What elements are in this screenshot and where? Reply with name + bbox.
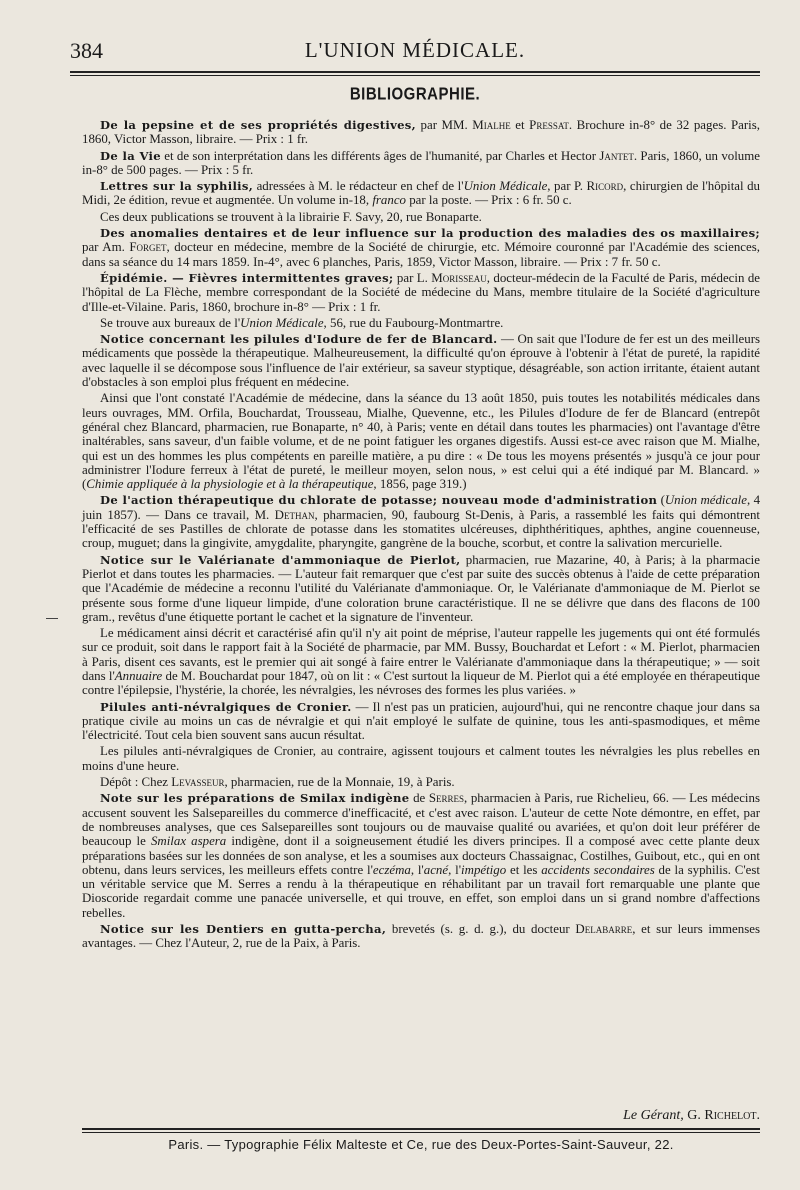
entry-text: brevetés (s. g. d. g.), du docteur xyxy=(386,922,576,937)
entry-heading: De l'action thérapeutique du chlorate de potasse; nouveau mode d'administration xyxy=(100,493,658,508)
author-name: Levasseur xyxy=(171,775,225,790)
italic-text: Smilax aspera xyxy=(150,834,227,849)
bibliography-entry xyxy=(82,391,760,491)
author-name: Dethan xyxy=(274,507,315,522)
margin-mark xyxy=(46,618,58,619)
bibliography-entry xyxy=(82,316,760,330)
entry-text: , l' xyxy=(448,862,462,877)
bibliography-entry xyxy=(82,922,760,951)
entry-text: de xyxy=(409,791,429,806)
entry-heading: De la Vie xyxy=(100,148,161,163)
entry-text: Le médicament ainsi décrit et caractérisé afin qu'il n'y ait point de méprise, l'auteur rappelle les jugements qui ont été formulés sur ce produit, soit dans le rapport fait à la Société de pharmacie, par MM. Bussy, Bouchardat et Lefort : « M. Pierlot, pharmacien à Paris, disent ces savants, est le premier qui ait songé à faire entrer le Valérianate d'ammoniaque dans la thérapeutique; » — soit dans l' xyxy=(82,626,760,683)
bibliography-body xyxy=(82,118,760,953)
entry-text: de la syphilis. C'est un véritable service que M. Serres a rendu à la thérapeutique en réhabilitant par un travail fort remarquable une plante que Dioscoride regardait comme une panacée universelle, et qui trouve, en effet, son emploi dans un si grand nombre d'affections rebelles. xyxy=(82,862,760,920)
entry-text: par la poste. — Prix : 6 fr. 50 c. xyxy=(405,193,572,208)
entry-text: , par P. xyxy=(547,179,587,194)
page-header xyxy=(70,36,760,68)
running-title: L'UNION MÉDICALE. xyxy=(304,38,526,62)
entry-text: Se trouve aux bureaux de l' xyxy=(100,315,241,330)
section-title: BIBLIOGRAPHIE. xyxy=(349,84,481,105)
entry-text: , l' xyxy=(410,862,424,877)
entry-heading: Notice sur les Dentiers en gutta-percha, xyxy=(100,922,387,937)
entry-text: Ces deux publications se trouvent à la librairie F. Savy, 20, rue Bonaparte. xyxy=(100,209,482,224)
bibliography-entry xyxy=(82,553,760,624)
entry-text: , 4 juin 1857). — Dans ce travail, M. xyxy=(82,493,761,522)
bibliography-entry xyxy=(82,332,760,389)
bibliography-entry xyxy=(82,493,760,550)
bibliography-entry xyxy=(82,744,760,773)
bibliography-entry xyxy=(82,210,760,224)
bibliography-entry xyxy=(82,179,760,208)
signature-name: G. Richelot. xyxy=(687,1108,760,1123)
entry-text: ( xyxy=(657,493,665,508)
author-name: Ricord xyxy=(586,179,624,194)
bibliography-entry xyxy=(82,149,760,178)
bibliography-entry xyxy=(82,791,760,920)
author-name: Forget xyxy=(129,240,167,255)
entry-text: Ainsi que l'ont constaté l'Académie de médecine, dans la séance du 13 août 1850, puis toutes les notabilités médicales dans leurs ouvrages, MM. Orfila, Bouchardat, Trousseau, Mialhe, Quevenne, etc., les Pilules d'Iodure de fer de Blancard (entrepôt général chez Blancard, pharmacien, rue Bonaparte, n° 40, à Paris; vente en détail dans toutes les pharmacies) ont l'avantage d'être inaltérables, sans saveur, d'un faible volume, et de ne point fatiguer les organes digestifs. Aussi est-ce avec raison que M. Mialhe, qui est un des hommes les plus compétents en pareille matière, a pu dire : « De tous les moyens présentés » jusqu'à ce jour pour administrer l'Iodure ferreux à l'état de pureté, le meilleur moyen, selon nous, » est celui qui a été indiqué par M. Blancard. » ( xyxy=(82,391,760,492)
bibliography-entry xyxy=(82,775,760,789)
entry-text: Dépôt : Chez xyxy=(100,775,172,790)
author-name: Morisseau xyxy=(431,270,487,285)
entry-text: et les xyxy=(506,862,542,877)
italic-text: acné xyxy=(423,862,449,877)
entry-text: adressées à M. le rédacteur en chef de l' xyxy=(253,179,464,194)
entry-heading: De la pepsine et de ses propriétés digestives, xyxy=(100,118,416,132)
page-number: 384 xyxy=(70,38,103,63)
entry-heading: Pilules anti-névralgiques de Cronier. xyxy=(100,699,352,714)
italic-text: Annuaire xyxy=(114,668,163,683)
entry-text: , chirurgien de l'hôpital du Midi, 2e édition, revue et augmentée. Un volume in-18, xyxy=(82,179,761,208)
entry-text: par Am. xyxy=(82,240,130,255)
entry-text: . Paris, 1860, un volume in-8° de 500 pages. — Prix : 5 fr. xyxy=(82,148,761,177)
bibliography-entry xyxy=(82,626,760,697)
entry-text: Les pilules anti-névralgiques de Cronier, au contraire, agissent toujours et calment toutes les névralgies les plus rebelles en moins d'une heure. xyxy=(82,744,760,773)
bibliography-entry xyxy=(82,700,760,743)
entry-text: par MM. xyxy=(415,118,473,132)
bibliography-entry xyxy=(82,226,760,269)
entry-heading: Des anomalies dentaires et de leur influence sur la production des maladies des os maxillaires; xyxy=(100,226,760,241)
entry-text: pharmacien, rue Mazarine, 40, à Paris; à la pharmacie Pierlot et dans toutes les pharmacies. — L'auteur fait remarquer que c'est par suite des succès obtenus à l'aide de cette préparation que l'Académie de médecine a reconnu l'utilité du Valérianate d'ammoniaque. Or, le Valérianate d'ammoniaque de M. Pierlot se présente sous forme d'une liqueur limpide, d'une coloration brune caractéristique. Il ne se délivre que dans des flacons de 100 gram., revêtus d'une étiquette portant le cachet et la signature de l'inventeur. xyxy=(82,552,760,624)
author-name: Delabarre xyxy=(575,922,633,937)
author-name: Jantet xyxy=(599,148,634,163)
footer-rule-thin xyxy=(82,1132,760,1133)
entry-text: par L. xyxy=(393,270,432,285)
italic-text: eczéma xyxy=(372,862,411,877)
header-rule xyxy=(70,71,760,73)
entry-heading: Note sur les préparations de Smilax indigène xyxy=(100,791,410,806)
author-name: Mialhe xyxy=(472,118,511,132)
bibliography-entry xyxy=(82,118,760,147)
entry-text: de M. Bouchardat pour 1847, où on lit : « C'est surtout la liqueur de M. Pierlot qui a été employée en thérapeutique contre l'épilepsie, l'hystérie, la chorée, les névralgies, les névroses des formes les plus variées. » xyxy=(82,668,760,698)
entry-text: et xyxy=(510,118,530,132)
italic-text: Union Médicale xyxy=(240,315,324,330)
entry-text: , docteur en médecine, membre de la Société de chirurgie, etc. Mémoire couronné par l'Académie des sciences, dans sa séance du 14 mars 1859. In-4°, avec 6 planches, Paris, 1859, Victor Masson, libraire. — Prix : 7 fr. 50 c. xyxy=(82,240,760,269)
entry-text: indigène, dont il a soigneusement étudié les divers principes. Il a composé avec cette plante deux préparations basées sur les données de son analyse, et les a soumises aux docteurs Chassaignac, Costilhes, Guibout, etc., qui en ont obtenu, dans leurs services, les meilleurs effets contre l' xyxy=(82,834,761,877)
italic-text: franco xyxy=(372,193,406,208)
entry-text: — On sait que l'Iodure de fer est un des meilleurs médicaments que possède la thérapeutique. Malheureusement, la difficulté qu'on éprouve à l'obtenir à l'état de pureté, la rapidité avec laquelle il se décompose sous l'influence de l'air extérieur, sa saveur styptique, désagréable, son action irritante, étaient autant d'obstacles à son emploi plus fréquent en médecine. xyxy=(82,332,761,390)
signature xyxy=(82,1108,760,1124)
author-name: Pressat xyxy=(529,118,569,132)
entry-text: , et sur leurs immenses avantages. — Chez l'Auteur, 2, rue de la Paix, à Paris. xyxy=(82,922,760,951)
entry-heading: Notice concernant les pilules d'Iodure de fer de Blancard. xyxy=(100,332,498,347)
entry-text: , pharmacien, 90, faubourg St-Denis, à Paris, a rassemblé les faits qui démontrent l'efficacité de ses Pastilles de chlorate de potasse dans les stomatites ulcéreuses, diphthéritiques, aphthes, angine couenneuse, croup, muguet; dans la gingivite, amygdalite, pharyngite, gangrène de la bouche, scorbut, et contre la salivation mercurielle. xyxy=(82,507,760,551)
entry-heading: Notice sur le Valérianate d'ammoniaque de Pierlot, xyxy=(100,552,461,567)
entry-text: et de son interprétation dans les différents âges de l'humanité, par Charles et Hector xyxy=(160,148,600,163)
bibliography-entry xyxy=(82,271,760,314)
entry-text: , 56, rue du Faubourg-Montmartre. xyxy=(323,315,504,330)
entry-text: . Brochure in-8° de 32 pages. Paris, 1860, Victor Masson, libraire. — Prix : 1 fr. xyxy=(82,118,761,147)
entry-text: , docteur-médecin de la Faculté de Paris, médecin de l'hôpital de La Flèche, membre correspondant de la Société de médecine du Mans, membre titulaire de la Société d'agriculture d'Ille-et-Vilaine. Paris, 1860, brochure in-8° — Prix : 1 fr. xyxy=(82,270,760,314)
entry-text: — Il n'est pas un praticien, aujourd'hui, qui ne rencontre chaque jour dans sa pratique civile au moins un cas de névralgie et qui n'ait employé le sulfate de quinine, tous les anti-spasmodiques, et même l'électricité. Tout cela bien souvent sans aucun résultat. xyxy=(82,699,760,743)
entry-heading: Lettres sur la syphilis, xyxy=(100,179,254,194)
entry-text: , 1856, page 319.) xyxy=(373,477,467,492)
footer-rule xyxy=(82,1128,760,1130)
italic-text: Union Médicale xyxy=(463,179,548,194)
printer-imprint: Paris. — Typographie Félix Malteste et Ce, rue des Deux-Portes-Saint-Sauveur, 22. xyxy=(168,1137,674,1152)
italic-text: Union médicale xyxy=(664,493,747,508)
signature-role: Le Gérant, xyxy=(623,1108,684,1123)
header-rule-thin xyxy=(70,75,760,76)
author-name: Serres xyxy=(428,791,465,806)
italic-text: impétigo xyxy=(461,862,507,877)
italic-text: Chimie appliquée à la physiologie et à la thérapeutique xyxy=(86,477,374,492)
italic-text: accidents secondaires xyxy=(541,862,655,877)
entry-heading: Épidémie. — Fièvres intermittentes graves; xyxy=(100,270,394,285)
entry-text: , pharmacien, rue de la Monnaie, 19, à Paris. xyxy=(224,775,455,790)
entry-text: , pharmacien à Paris, rue Richelieu, 66. — Les médecins accusent souvent les Salsepareilles du commerce d'inefficacité, et c'est avec raison. L'auteur de cette Note démontre, en effet, par de nombreuses analyses, que ces Salsepareilles sont toujours ou de mauvaise qualité ou avariées, et qu'on doit leur préférer de beaucoup le xyxy=(82,791,760,849)
